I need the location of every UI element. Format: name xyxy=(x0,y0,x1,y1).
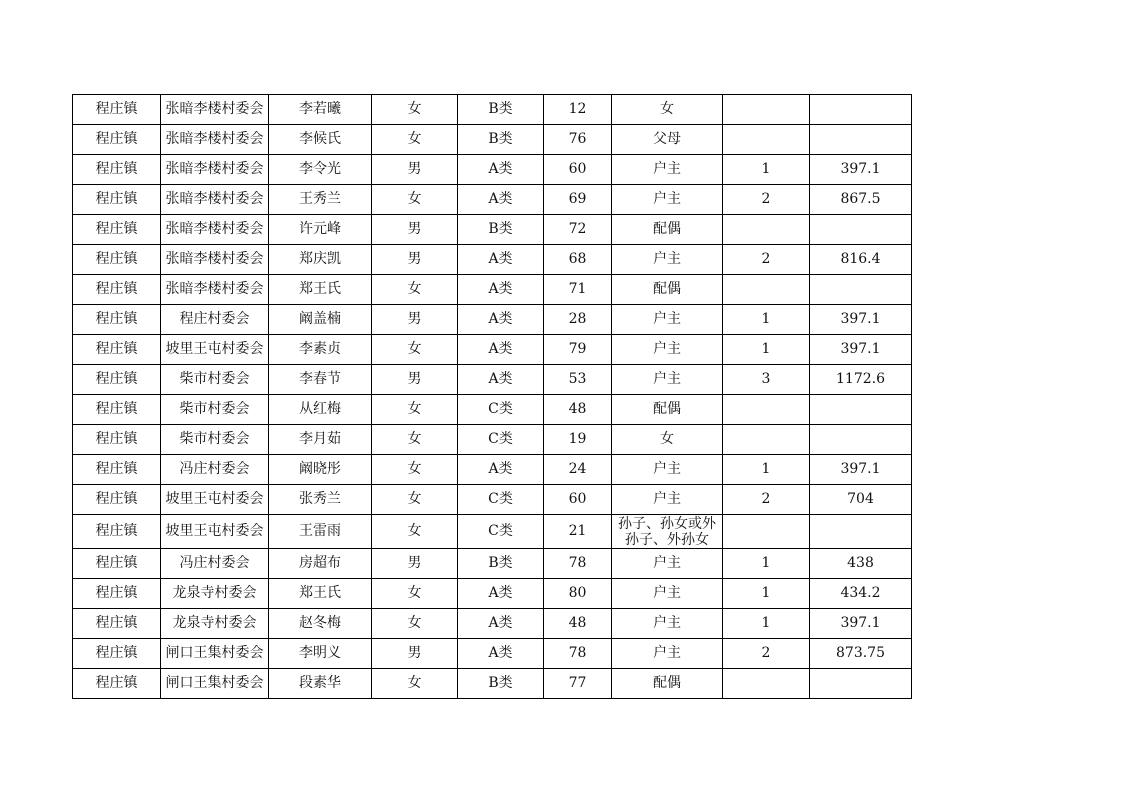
village-cell: 龙泉寺村委会 xyxy=(161,579,269,609)
amount-cell xyxy=(810,669,912,699)
category-cell: A类 xyxy=(458,185,544,215)
age-cell: 12 xyxy=(544,95,612,125)
count-cell xyxy=(723,669,810,699)
amount-cell xyxy=(810,515,912,549)
count-cell: 1 xyxy=(723,155,810,185)
category-cell: A类 xyxy=(458,639,544,669)
relation-cell: 户主 xyxy=(612,639,723,669)
village-cell: 闸口王集村委会 xyxy=(161,639,269,669)
relation-cell: 户主 xyxy=(612,549,723,579)
category-cell: A类 xyxy=(458,335,544,365)
age-cell: 76 xyxy=(544,125,612,155)
amount-cell xyxy=(810,95,912,125)
village-cell: 坡里王屯村委会 xyxy=(161,335,269,365)
village-cell: 冯庄村委会 xyxy=(161,455,269,485)
name-cell: 李春节 xyxy=(269,365,372,395)
name-cell: 李素贞 xyxy=(269,335,372,365)
town-cell: 程庄镇 xyxy=(73,425,161,455)
age-cell: 21 xyxy=(544,515,612,549)
age-cell: 60 xyxy=(544,155,612,185)
category-cell: A类 xyxy=(458,579,544,609)
amount-cell: 1172.6 xyxy=(810,365,912,395)
town-cell: 程庄镇 xyxy=(73,395,161,425)
relation-cell: 户主 xyxy=(612,609,723,639)
name-cell: 李月茹 xyxy=(269,425,372,455)
village-cell: 张暗李楼村委会 xyxy=(161,125,269,155)
table-row xyxy=(73,639,912,669)
relation-cell: 配偶 xyxy=(612,215,723,245)
amount-cell xyxy=(810,275,912,305)
town-cell: 程庄镇 xyxy=(73,365,161,395)
count-cell xyxy=(723,215,810,245)
table-row xyxy=(73,215,912,245)
count-cell xyxy=(723,275,810,305)
town-cell: 程庄镇 xyxy=(73,515,161,549)
gender-cell: 女 xyxy=(372,395,458,425)
gender-cell: 男 xyxy=(372,365,458,395)
relation-cell: 户主 xyxy=(612,579,723,609)
table-row xyxy=(73,365,912,395)
gender-cell: 女 xyxy=(372,335,458,365)
name-cell: 张秀兰 xyxy=(269,485,372,515)
town-cell: 程庄镇 xyxy=(73,215,161,245)
village-cell: 张暗李楼村委会 xyxy=(161,185,269,215)
count-cell: 1 xyxy=(723,305,810,335)
gender-cell: 男 xyxy=(372,155,458,185)
amount-cell: 397.1 xyxy=(810,335,912,365)
name-cell: 郑王氏 xyxy=(269,579,372,609)
gender-cell: 男 xyxy=(372,245,458,275)
table-row xyxy=(73,485,912,515)
age-cell: 48 xyxy=(544,609,612,639)
town-cell: 程庄镇 xyxy=(73,125,161,155)
amount-cell: 867.5 xyxy=(810,185,912,215)
category-cell: A类 xyxy=(458,305,544,335)
category-cell: B类 xyxy=(458,669,544,699)
age-cell: 60 xyxy=(544,485,612,515)
relation-cell: 父母 xyxy=(612,125,723,155)
town-cell: 程庄镇 xyxy=(73,639,161,669)
count-cell: 1 xyxy=(723,549,810,579)
age-cell: 28 xyxy=(544,305,612,335)
age-cell: 53 xyxy=(544,365,612,395)
town-cell: 程庄镇 xyxy=(73,95,161,125)
amount-cell xyxy=(810,425,912,455)
data-table xyxy=(72,94,912,699)
relation-cell: 配偶 xyxy=(612,275,723,305)
amount-cell xyxy=(810,125,912,155)
relation-cell: 配偶 xyxy=(612,395,723,425)
table-row xyxy=(73,579,912,609)
age-cell: 80 xyxy=(544,579,612,609)
town-cell: 程庄镇 xyxy=(73,335,161,365)
table-row xyxy=(73,125,912,155)
count-cell: 2 xyxy=(723,639,810,669)
relation-cell: 户主 xyxy=(612,455,723,485)
gender-cell: 女 xyxy=(372,455,458,485)
village-cell: 张暗李楼村委会 xyxy=(161,95,269,125)
count-cell: 3 xyxy=(723,365,810,395)
name-cell: 赵冬梅 xyxy=(269,609,372,639)
name-cell: 王秀兰 xyxy=(269,185,372,215)
town-cell: 程庄镇 xyxy=(73,609,161,639)
category-cell: B类 xyxy=(458,95,544,125)
name-cell: 李明义 xyxy=(269,639,372,669)
count-cell: 1 xyxy=(723,609,810,639)
gender-cell: 女 xyxy=(372,125,458,155)
table-row xyxy=(73,395,912,425)
table-row xyxy=(73,455,912,485)
amount-cell: 397.1 xyxy=(810,609,912,639)
count-cell: 2 xyxy=(723,185,810,215)
category-cell: C类 xyxy=(458,425,544,455)
gender-cell: 女 xyxy=(372,609,458,639)
count-cell: 2 xyxy=(723,485,810,515)
amount-cell: 397.1 xyxy=(810,455,912,485)
relation-cell: 户主 xyxy=(612,245,723,275)
count-cell xyxy=(723,425,810,455)
amount-cell: 397.1 xyxy=(810,305,912,335)
age-cell: 48 xyxy=(544,395,612,425)
table-row xyxy=(73,275,912,305)
gender-cell: 女 xyxy=(372,185,458,215)
relation-cell: 户主 xyxy=(612,305,723,335)
table-row xyxy=(73,245,912,275)
village-cell: 张暗李楼村委会 xyxy=(161,155,269,185)
name-cell: 郑王氏 xyxy=(269,275,372,305)
gender-cell: 女 xyxy=(372,425,458,455)
category-cell: C类 xyxy=(458,515,544,549)
village-cell: 柴市村委会 xyxy=(161,395,269,425)
amount-cell: 704 xyxy=(810,485,912,515)
table-body xyxy=(73,95,912,699)
gender-cell: 男 xyxy=(372,215,458,245)
amount-cell: 438 xyxy=(810,549,912,579)
name-cell: 房超布 xyxy=(269,549,372,579)
count-cell: 1 xyxy=(723,455,810,485)
name-cell: 阚晓彤 xyxy=(269,455,372,485)
amount-cell: 873.75 xyxy=(810,639,912,669)
name-cell: 阚盖楠 xyxy=(269,305,372,335)
age-cell: 72 xyxy=(544,215,612,245)
category-cell: A类 xyxy=(458,455,544,485)
village-cell: 龙泉寺村委会 xyxy=(161,609,269,639)
amount-cell xyxy=(810,215,912,245)
town-cell: 程庄镇 xyxy=(73,549,161,579)
name-cell: 李令光 xyxy=(269,155,372,185)
town-cell: 程庄镇 xyxy=(73,579,161,609)
village-cell: 柴市村委会 xyxy=(161,425,269,455)
age-cell: 78 xyxy=(544,639,612,669)
age-cell: 24 xyxy=(544,455,612,485)
town-cell: 程庄镇 xyxy=(73,275,161,305)
relation-cell: 女 xyxy=(612,95,723,125)
name-cell: 从红梅 xyxy=(269,395,372,425)
table-row xyxy=(73,515,912,549)
town-cell: 程庄镇 xyxy=(73,485,161,515)
table-row xyxy=(73,185,912,215)
village-cell: 坡里王屯村委会 xyxy=(161,485,269,515)
age-cell: 79 xyxy=(544,335,612,365)
name-cell: 许元峰 xyxy=(269,215,372,245)
relation-cell: 配偶 xyxy=(612,669,723,699)
name-cell: 王雷雨 xyxy=(269,515,372,549)
town-cell: 程庄镇 xyxy=(73,185,161,215)
table-row xyxy=(73,305,912,335)
village-cell: 坡里王屯村委会 xyxy=(161,515,269,549)
age-cell: 68 xyxy=(544,245,612,275)
age-cell: 71 xyxy=(544,275,612,305)
count-cell: 1 xyxy=(723,579,810,609)
village-cell: 闸口王集村委会 xyxy=(161,669,269,699)
gender-cell: 男 xyxy=(372,639,458,669)
amount-cell: 434.2 xyxy=(810,579,912,609)
town-cell: 程庄镇 xyxy=(73,245,161,275)
table-row xyxy=(73,95,912,125)
relation-cell: 户主 xyxy=(612,365,723,395)
count-cell xyxy=(723,125,810,155)
count-cell xyxy=(723,515,810,549)
relation-cell: 户主 xyxy=(612,155,723,185)
relation-cell: 孙子、孙女或外孙子、外孙女 xyxy=(612,515,723,549)
name-cell: 段素华 xyxy=(269,669,372,699)
village-cell: 冯庄村委会 xyxy=(161,549,269,579)
age-cell: 69 xyxy=(544,185,612,215)
gender-cell: 男 xyxy=(372,305,458,335)
category-cell: A类 xyxy=(458,365,544,395)
gender-cell: 女 xyxy=(372,579,458,609)
age-cell: 77 xyxy=(544,669,612,699)
count-cell: 2 xyxy=(723,245,810,275)
name-cell: 李候氏 xyxy=(269,125,372,155)
category-cell: C类 xyxy=(458,485,544,515)
gender-cell: 男 xyxy=(372,549,458,579)
relation-cell: 女 xyxy=(612,425,723,455)
count-cell: 1 xyxy=(723,335,810,365)
table-row xyxy=(73,425,912,455)
village-cell: 柴市村委会 xyxy=(161,365,269,395)
table-row xyxy=(73,549,912,579)
gender-cell: 女 xyxy=(372,485,458,515)
village-cell: 张暗李楼村委会 xyxy=(161,245,269,275)
category-cell: C类 xyxy=(458,395,544,425)
table-row xyxy=(73,335,912,365)
table-row xyxy=(73,609,912,639)
town-cell: 程庄镇 xyxy=(73,155,161,185)
table-row xyxy=(73,669,912,699)
village-cell: 张暗李楼村委会 xyxy=(161,275,269,305)
category-cell: A类 xyxy=(458,155,544,185)
gender-cell: 女 xyxy=(372,95,458,125)
town-cell: 程庄镇 xyxy=(73,455,161,485)
category-cell: A类 xyxy=(458,245,544,275)
relation-cell: 户主 xyxy=(612,185,723,215)
gender-cell: 女 xyxy=(372,275,458,305)
count-cell xyxy=(723,95,810,125)
category-cell: A类 xyxy=(458,275,544,305)
village-cell: 张暗李楼村委会 xyxy=(161,215,269,245)
table-row xyxy=(73,155,912,185)
relation-cell: 户主 xyxy=(612,485,723,515)
village-cell: 程庄村委会 xyxy=(161,305,269,335)
category-cell: B类 xyxy=(458,549,544,579)
gender-cell: 女 xyxy=(372,515,458,549)
name-cell: 郑庆凯 xyxy=(269,245,372,275)
category-cell: A类 xyxy=(458,609,544,639)
relation-cell: 户主 xyxy=(612,335,723,365)
town-cell: 程庄镇 xyxy=(73,305,161,335)
amount-cell: 397.1 xyxy=(810,155,912,185)
amount-cell: 816.4 xyxy=(810,245,912,275)
amount-cell xyxy=(810,395,912,425)
age-cell: 78 xyxy=(544,549,612,579)
category-cell: B类 xyxy=(458,215,544,245)
count-cell xyxy=(723,395,810,425)
category-cell: B类 xyxy=(458,125,544,155)
gender-cell: 女 xyxy=(372,669,458,699)
name-cell: 李若曦 xyxy=(269,95,372,125)
age-cell: 19 xyxy=(544,425,612,455)
town-cell: 程庄镇 xyxy=(73,669,161,699)
